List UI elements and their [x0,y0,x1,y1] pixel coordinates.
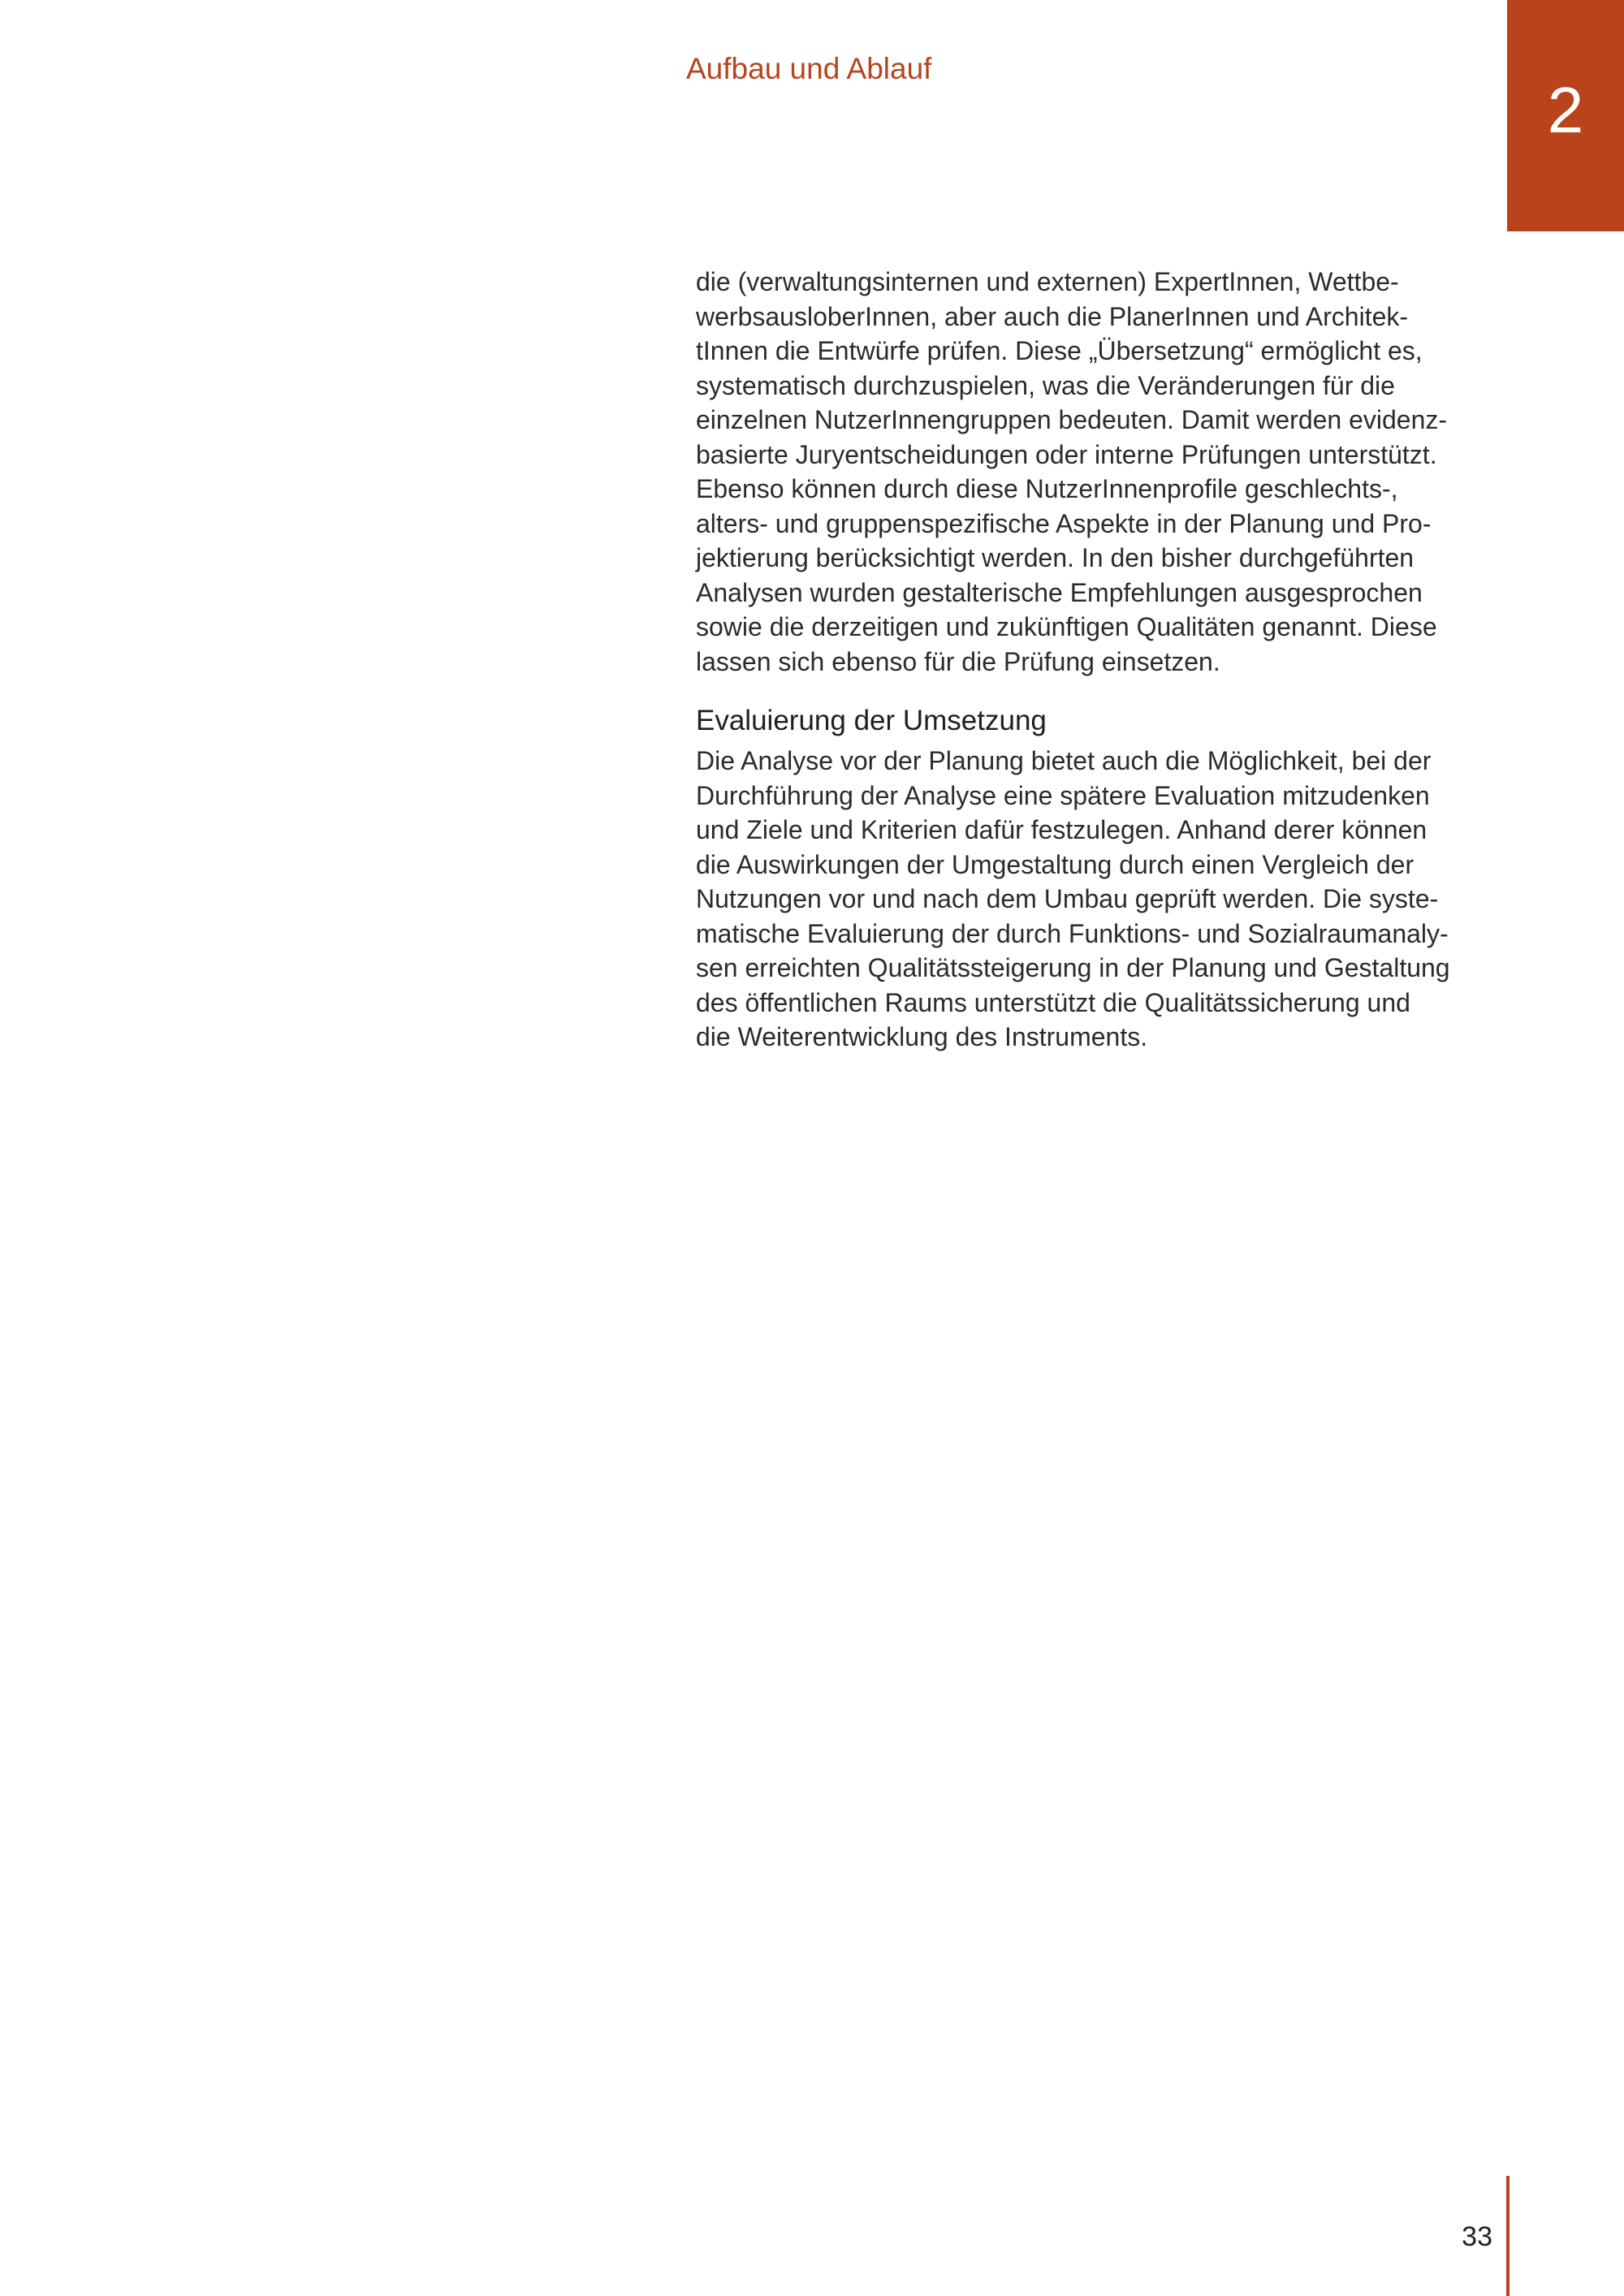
footer-rule [1506,2176,1510,2296]
text-line: sowie die derzeitigen und zukünftigen Qualitäten genannt. Diese [696,612,1437,641]
text-line: Analysen wurden gestalterische Empfehlungen ausgesprochen [696,577,1423,607]
text-line: basierte Juryentscheidungen oder interne Prüfungen unterstützt. [696,439,1437,469]
text-line: des öffentlichen Raums unterstützt die Qualitätssicherung und [696,987,1410,1017]
text-line: jektierung berücksichtigt werden. In den bisher durchgeführten [696,543,1415,572]
body-text [696,265,1508,1055]
section-heading: Evaluierung der Umsetzung [696,705,1047,736]
text-line: sen erreichten Qualitätssteigerung in der Planung und Gestaltung [696,953,1450,982]
text-line: die Auswirkungen der Umgestaltung durch einen Vergleich der [696,849,1415,879]
text-line: werbsausloberInnen, aber auch die PlanerInnen und Architek- [696,301,1409,331]
text-line: systematisch durchzuspielen, was die Veränderungen für die [696,370,1395,400]
text-line: die Weiterentwicklung des Instruments. [696,1022,1148,1051]
paragraph-2 [696,744,1508,1055]
paragraph-1 [696,265,1508,679]
text-line: alters- und gruppenspezifische Aspekte in der Planung und Pro- [696,508,1432,538]
text-line: tInnen die Entwürfe prüfen. Diese „Übersetzung“ ermöglicht es, [696,336,1423,365]
text-line: lassen sich ebenso für die Prüfung einsetzen. [696,646,1220,676]
running-header-title: Aufbau und Ablauf [686,52,932,85]
text-line: und Ziele und Kriterien dafür festzulegen. Anhand derer können [696,815,1427,844]
text-line: einzelnen NutzerInnengruppen bedeuten. Damit werden evidenz- [696,405,1448,434]
text-line: Ebenso können durch diese NutzerInnenprofile geschlechts-, [696,474,1398,503]
text-line: die (verwaltungsinternen und externen) ExpertInnen, Wettbe- [696,267,1399,296]
chapter-tab [1507,0,1624,231]
chapter-number: 2 [1547,74,1584,146]
text-line: matische Evaluierung der durch Funktions- und Sozialraumanaly- [696,918,1449,948]
page-number: 33 [1462,2221,1492,2252]
text-line: Durchführung der Analyse eine spätere Evaluation mitzudenken [696,780,1430,810]
text-line: Nutzungen vor und nach dem Umbau geprüft werden. Die syste- [696,884,1439,913]
text-line: Die Analyse vor der Planung bietet auch die Möglichkeit, bei der [696,746,1432,775]
